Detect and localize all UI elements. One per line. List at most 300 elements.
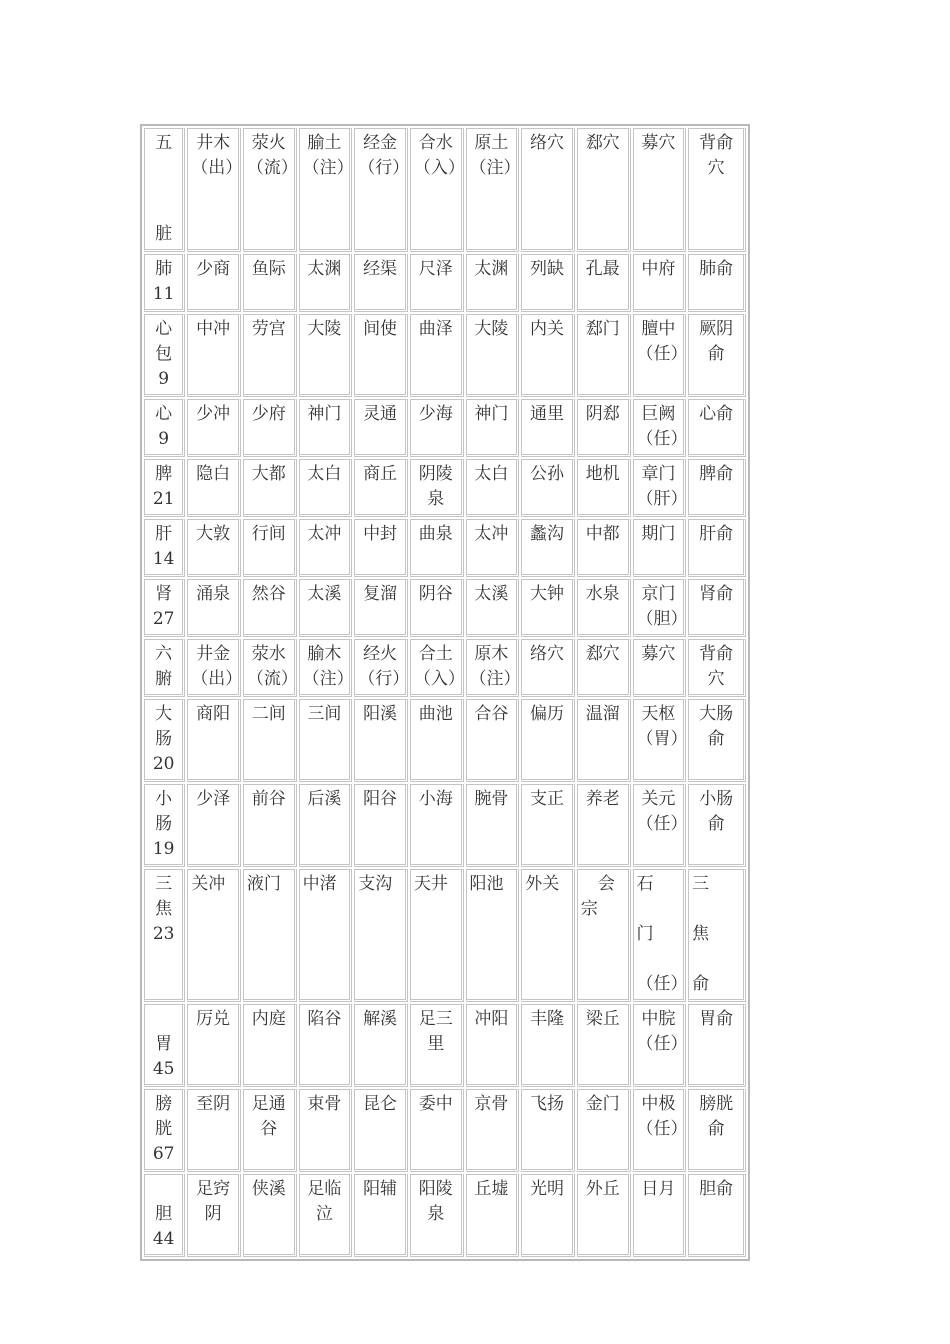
- point-name: 大肠 俞: [699, 704, 734, 749]
- point-cell: [410, 869, 464, 1002]
- point-cell: [243, 869, 297, 1002]
- point-name: 太冲: [474, 524, 509, 544]
- point-name: 曲泉: [418, 524, 453, 544]
- point-name: 足三 里: [418, 1009, 453, 1054]
- table-row: [144, 1089, 746, 1172]
- point-cell: [243, 314, 297, 397]
- point-cell: [577, 459, 631, 517]
- point-name: 京门 （胆）: [636, 584, 688, 629]
- header-row-fu: [144, 639, 746, 697]
- point-cell: [577, 869, 631, 1002]
- point-cell: [688, 519, 746, 577]
- point-cell: [410, 314, 464, 397]
- point-cell: [243, 784, 297, 867]
- point-name: 阳谷: [363, 789, 398, 809]
- point-name: 后溪: [307, 789, 342, 809]
- point-name: 阳池: [469, 874, 504, 894]
- point-name: 阳溪: [363, 704, 398, 724]
- organ-cell: [144, 459, 185, 517]
- point-name: 光明: [530, 1179, 565, 1199]
- organ-cell: [144, 1004, 185, 1087]
- point-name: 少泽: [196, 789, 231, 809]
- point-cell: [577, 639, 631, 697]
- header-cell: [410, 128, 464, 252]
- point-name: 二间: [251, 704, 286, 724]
- point-name: 脾俞: [699, 464, 734, 484]
- point-name: 中都: [585, 524, 620, 544]
- point-cell: [243, 1089, 297, 1172]
- point-cell: [466, 314, 520, 397]
- header-text: 井木 （出）: [191, 133, 243, 178]
- header-row-zang: [144, 128, 746, 252]
- point-cell: [299, 639, 353, 697]
- organ-name: 心 9: [155, 404, 173, 449]
- point-name: 少商: [196, 259, 231, 279]
- organ-cell: [144, 314, 185, 397]
- point-name: 中渚: [302, 874, 337, 894]
- header-cell: [187, 128, 241, 252]
- point-cell: [354, 519, 408, 577]
- point-cell: [299, 1004, 353, 1087]
- point-cell: [410, 639, 464, 697]
- point-cell: [410, 1004, 464, 1087]
- point-cell: [410, 459, 464, 517]
- point-name: 养老: [585, 789, 620, 809]
- point-cell: [466, 519, 520, 577]
- header-cell: [466, 128, 520, 252]
- point-name: 经渠: [363, 259, 398, 279]
- organ-cell: [144, 639, 185, 697]
- point-cell: [688, 314, 746, 397]
- point-name: 大陵: [307, 319, 342, 339]
- point-cell: [688, 1174, 746, 1257]
- point-cell: [187, 1174, 241, 1257]
- point-name: 络穴: [530, 644, 565, 664]
- point-cell: [633, 639, 687, 697]
- organ-name: 肝 14: [152, 524, 175, 569]
- point-name: 蠡沟: [530, 524, 565, 544]
- point-name: 太渊: [307, 259, 342, 279]
- point-name: 石 门 （任）: [636, 874, 688, 994]
- point-cell: [633, 1004, 687, 1087]
- point-name: 合谷: [474, 704, 509, 724]
- point-name: 太白: [474, 464, 509, 484]
- point-cell: [633, 1089, 687, 1172]
- header-cell: [521, 128, 575, 252]
- point-name: 曲泽: [418, 319, 453, 339]
- point-cell: [466, 459, 520, 517]
- point-name: 复溜: [363, 584, 398, 604]
- organ-cell: [144, 399, 185, 457]
- point-cell: [521, 519, 575, 577]
- table-row: [144, 1174, 746, 1257]
- point-name: 肝俞: [699, 524, 734, 544]
- point-cell: [299, 869, 353, 1002]
- header-text: 荥火 （流）: [246, 133, 298, 178]
- point-name: 关元 （任）: [636, 789, 688, 834]
- point-cell: [187, 399, 241, 457]
- organ-name: 心包 9: [155, 319, 173, 389]
- point-cell: [243, 699, 297, 782]
- point-name: 阳辅: [363, 1179, 398, 1199]
- point-name: 大陵: [474, 319, 509, 339]
- point-cell: [521, 579, 575, 637]
- point-name: 中封: [363, 524, 398, 544]
- point-cell: [577, 519, 631, 577]
- point-cell: [299, 699, 353, 782]
- point-cell: [299, 314, 353, 397]
- header-zang: 脏: [155, 224, 173, 244]
- header-cell: [243, 128, 297, 252]
- organ-name: 小肠 19: [152, 789, 175, 859]
- point-name: 隐白: [196, 464, 231, 484]
- point-name: 足通 谷: [251, 1094, 286, 1139]
- organ-name: 胆 44: [152, 1204, 175, 1249]
- point-name: 行间: [251, 524, 286, 544]
- point-name: 然谷: [251, 584, 286, 604]
- point-cell: [187, 254, 241, 312]
- table-row: [144, 1004, 746, 1087]
- point-cell: [299, 784, 353, 867]
- point-name: 地机: [585, 464, 620, 484]
- point-cell: [633, 1174, 687, 1257]
- point-name: 腕骨: [474, 789, 509, 809]
- point-name: 鱼际: [251, 259, 286, 279]
- header-text: 郄穴: [585, 133, 620, 153]
- point-cell: [577, 399, 631, 457]
- organ-name: 肺 11: [152, 259, 175, 304]
- point-name: 前谷: [251, 789, 286, 809]
- header-text: 合水 （入）: [413, 133, 465, 178]
- point-name: 丰隆: [530, 1009, 565, 1029]
- point-name: 内关: [530, 319, 565, 339]
- point-name: 巨阙 （任）: [636, 404, 688, 449]
- point-name: 足窍 阴: [196, 1179, 231, 1224]
- point-cell: [633, 399, 687, 457]
- point-cell: [243, 579, 297, 637]
- point-name: 委中: [418, 1094, 453, 1114]
- point-name: 公孙: [530, 464, 565, 484]
- point-cell: [354, 459, 408, 517]
- point-name: 井金 （出）: [191, 644, 243, 689]
- point-cell: [577, 784, 631, 867]
- table-row: [144, 579, 746, 637]
- point-name: 肾俞: [699, 584, 734, 604]
- point-name: 至阴: [196, 1094, 231, 1114]
- point-cell: [633, 314, 687, 397]
- point-cell: [466, 1089, 520, 1172]
- point-cell: [466, 869, 520, 1002]
- point-name: 侠溪: [251, 1179, 286, 1199]
- point-name: 天井: [413, 874, 448, 894]
- point-cell: [521, 1004, 575, 1087]
- point-cell: [521, 399, 575, 457]
- point-name: 背俞 穴: [699, 644, 734, 689]
- point-name: 解溪: [363, 1009, 398, 1029]
- organ-name: 肾 27: [152, 584, 175, 629]
- point-name: 合土 （入）: [413, 644, 465, 689]
- header-text: 原土 （注）: [469, 133, 521, 178]
- point-cell: [521, 459, 575, 517]
- point-cell: [466, 639, 520, 697]
- header-cell: [633, 128, 687, 252]
- point-cell: [466, 1174, 520, 1257]
- point-cell: [187, 459, 241, 517]
- point-name: 原木 （注）: [469, 644, 521, 689]
- point-cell: [466, 1004, 520, 1087]
- point-cell: [577, 254, 631, 312]
- point-cell: [299, 399, 353, 457]
- point-name: 飞扬: [530, 1094, 565, 1114]
- point-name: 章门 （肝）: [636, 464, 688, 509]
- point-name: 大都: [251, 464, 286, 484]
- point-cell: [187, 314, 241, 397]
- point-cell: [354, 1174, 408, 1257]
- organ-cell: [144, 699, 185, 782]
- point-cell: [299, 459, 353, 517]
- organ-name: 脾 21: [152, 464, 175, 509]
- point-cell: [243, 459, 297, 517]
- point-name: 神门: [307, 404, 342, 424]
- point-cell: [466, 699, 520, 782]
- header-cell-organ: [144, 128, 185, 252]
- point-cell: [466, 784, 520, 867]
- point-cell: [577, 314, 631, 397]
- point-name: 太溪: [474, 584, 509, 604]
- header-text: 腧土 （注）: [302, 133, 354, 178]
- point-name: 间使: [363, 319, 398, 339]
- header-cell: [688, 128, 746, 252]
- point-cell: [521, 639, 575, 697]
- table-row: [144, 399, 746, 457]
- organ-cell: [144, 254, 185, 312]
- point-cell: [243, 254, 297, 312]
- point-name: 足临 泣: [307, 1179, 342, 1224]
- point-cell: [521, 314, 575, 397]
- point-cell: [633, 869, 687, 1002]
- point-name: 少冲: [196, 404, 231, 424]
- point-name: 孔最: [585, 259, 620, 279]
- point-name: 胆俞: [699, 1179, 734, 1199]
- point-name: 膻中 （任）: [636, 319, 688, 364]
- point-name: 商阳: [196, 704, 231, 724]
- point-cell: [187, 519, 241, 577]
- point-name: 太溪: [307, 584, 342, 604]
- point-cell: [688, 1089, 746, 1172]
- point-name: 郄门: [585, 319, 620, 339]
- point-name: 通里: [530, 404, 565, 424]
- organ-name: 大肠 20: [152, 704, 175, 774]
- point-cell: [354, 579, 408, 637]
- point-cell: [410, 254, 464, 312]
- point-name: 支正: [530, 789, 565, 809]
- point-name: 胃俞: [699, 1009, 734, 1029]
- point-cell: [354, 314, 408, 397]
- point-name: 太冲: [307, 524, 342, 544]
- point-name: 厉兑: [196, 1009, 231, 1029]
- point-name: 昆仑: [363, 1094, 398, 1114]
- fu-header: [144, 639, 746, 697]
- organ-cell: [144, 784, 185, 867]
- point-cell: [410, 784, 464, 867]
- point-name: 太渊: [474, 259, 509, 279]
- header-text: 募穴: [641, 133, 676, 153]
- point-name: 阴陵 泉: [418, 464, 453, 509]
- point-cell: [633, 459, 687, 517]
- point-name: 外丘: [585, 1179, 620, 1199]
- acupoint-table: [140, 124, 750, 1261]
- point-cell: [354, 699, 408, 782]
- point-cell: [688, 639, 746, 697]
- point-cell: [243, 399, 297, 457]
- point-cell: [521, 699, 575, 782]
- header-wu: 五: [155, 133, 173, 153]
- point-name: 小海: [418, 789, 453, 809]
- point-cell: [521, 869, 575, 1002]
- point-name: 灵通: [363, 404, 398, 424]
- organ-cell: [144, 519, 185, 577]
- point-name: 水泉: [585, 584, 620, 604]
- point-name: 厥阴 俞: [699, 319, 734, 364]
- point-cell: [410, 699, 464, 782]
- point-cell: [521, 1174, 575, 1257]
- point-cell: [466, 399, 520, 457]
- point-name: 梁丘: [585, 1009, 620, 1029]
- point-cell: [243, 1004, 297, 1087]
- point-cell: [633, 254, 687, 312]
- point-cell: [688, 254, 746, 312]
- acupoint-table-container: [140, 124, 750, 1261]
- organ-cell: [144, 869, 185, 1002]
- table-row: [144, 459, 746, 517]
- point-name: 荥水 （流）: [246, 644, 298, 689]
- point-cell: [688, 579, 746, 637]
- point-name: 大敦: [196, 524, 231, 544]
- point-name: 太白: [307, 464, 342, 484]
- point-name: 束骨: [307, 1094, 342, 1114]
- table-row: [144, 314, 746, 397]
- table-row: [144, 784, 746, 867]
- point-cell: [577, 1004, 631, 1087]
- point-name: 阴谷: [418, 584, 453, 604]
- point-name: 中极 （任）: [636, 1094, 688, 1139]
- point-cell: [187, 784, 241, 867]
- header-text: 经金 （行）: [358, 133, 410, 178]
- point-name: 丘墟: [474, 1179, 509, 1199]
- point-name: 劳宫: [251, 319, 286, 339]
- point-cell: [577, 1174, 631, 1257]
- table-row: [144, 254, 746, 312]
- point-name: 液门: [246, 874, 281, 894]
- point-name: 肺俞: [699, 259, 734, 279]
- header-cell: [299, 128, 353, 252]
- point-name: 关冲: [191, 874, 226, 894]
- point-name: 金门: [585, 1094, 620, 1114]
- point-cell: [577, 699, 631, 782]
- point-cell: [243, 519, 297, 577]
- point-name: 列缺: [530, 259, 565, 279]
- point-name: 郄穴: [585, 644, 620, 664]
- point-cell: [466, 254, 520, 312]
- point-name: 支沟: [358, 874, 393, 894]
- point-cell: [354, 254, 408, 312]
- point-name: 阳陵 泉: [418, 1179, 453, 1224]
- point-cell: [410, 1174, 464, 1257]
- point-name: 膀胱 俞: [699, 1094, 734, 1139]
- point-name: 中脘 （任）: [636, 1009, 688, 1054]
- point-name: 偏历: [530, 704, 565, 724]
- point-cell: [466, 579, 520, 637]
- point-name: 三 焦 俞: [692, 874, 710, 994]
- zang-rows: [144, 254, 746, 637]
- point-cell: [521, 784, 575, 867]
- point-cell: [299, 1089, 353, 1172]
- point-name: 尺泽: [418, 259, 453, 279]
- point-name: 外关: [525, 874, 560, 894]
- point-cell: [633, 699, 687, 782]
- point-name: 冲阳: [474, 1009, 509, 1029]
- point-cell: [688, 399, 746, 457]
- point-name: 曲池: [418, 704, 453, 724]
- point-name: 少海: [418, 404, 453, 424]
- point-cell: [187, 699, 241, 782]
- point-cell: [299, 254, 353, 312]
- point-cell: [299, 519, 353, 577]
- point-cell: [577, 1089, 631, 1172]
- organ-cell: [144, 1089, 185, 1172]
- point-cell: [354, 399, 408, 457]
- point-cell: [187, 869, 241, 1002]
- point-cell: [633, 784, 687, 867]
- point-name: 商丘: [363, 464, 398, 484]
- point-cell: [688, 1004, 746, 1087]
- point-cell: [688, 699, 746, 782]
- fu-rows: [144, 699, 746, 1257]
- table-row: [144, 869, 746, 1002]
- table-row: [144, 699, 746, 782]
- point-name: 神门: [474, 404, 509, 424]
- header-cell: [354, 128, 408, 252]
- organ-name: 六腑: [155, 644, 173, 689]
- point-cell: [577, 579, 631, 637]
- point-name: 会 宗: [580, 874, 615, 919]
- point-name: 中府: [641, 259, 676, 279]
- organ-name: 膀胱 67: [152, 1094, 175, 1164]
- point-cell: [187, 579, 241, 637]
- point-cell: [299, 1174, 353, 1257]
- point-name: 内庭: [251, 1009, 286, 1029]
- point-name: 期门: [641, 524, 676, 544]
- point-name: 三间: [307, 704, 342, 724]
- point-cell: [410, 519, 464, 577]
- point-cell: [243, 639, 297, 697]
- point-name: 腧木 （注）: [302, 644, 354, 689]
- point-cell: [354, 784, 408, 867]
- point-cell: [410, 579, 464, 637]
- point-cell: [633, 519, 687, 577]
- point-cell: [688, 459, 746, 517]
- point-cell: [521, 1089, 575, 1172]
- organ-cell: [144, 1174, 185, 1257]
- point-name: 京骨: [474, 1094, 509, 1114]
- header-cell: [577, 128, 631, 252]
- point-cell: [354, 1004, 408, 1087]
- point-name: 大钟: [530, 584, 565, 604]
- point-cell: [688, 784, 746, 867]
- header-text: 络穴: [530, 133, 565, 153]
- point-name: 涌泉: [196, 584, 231, 604]
- header-text: 背俞 穴: [699, 133, 734, 178]
